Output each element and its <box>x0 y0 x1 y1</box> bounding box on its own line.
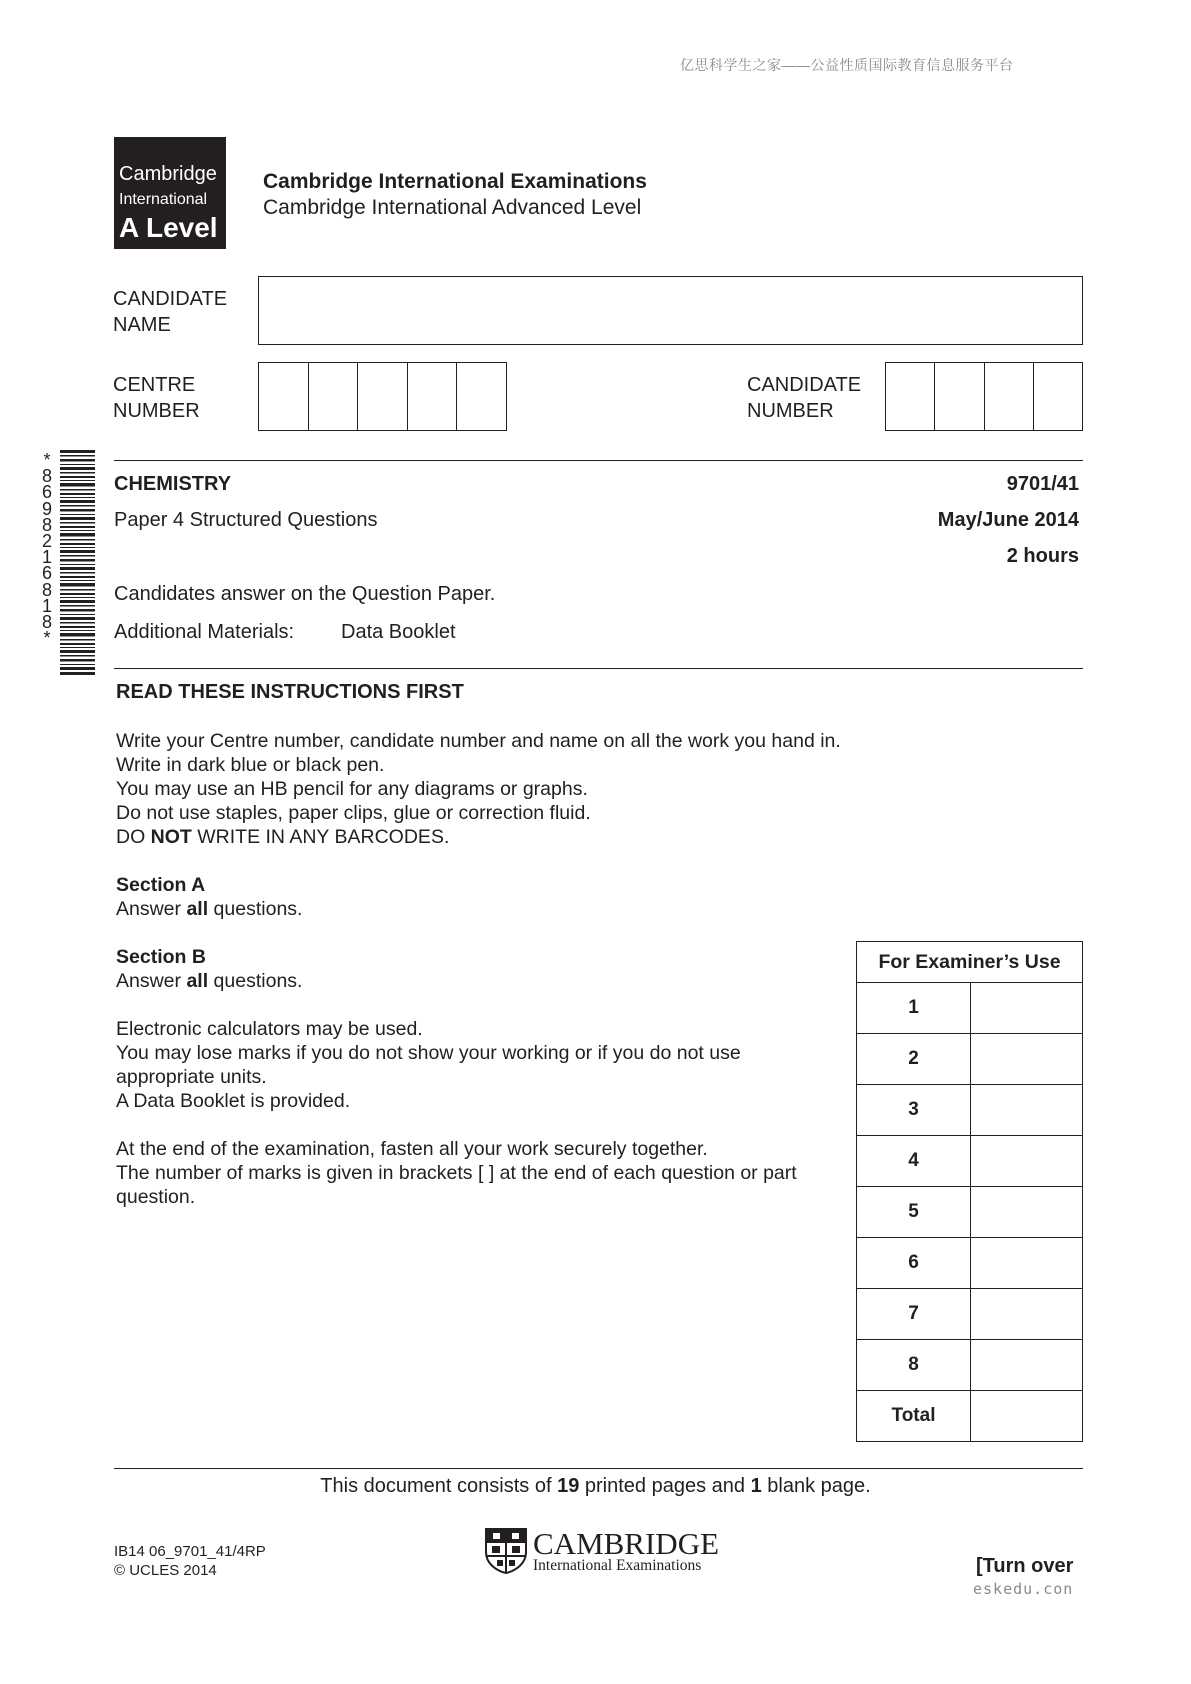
calculator-notes <box>116 1017 741 1113</box>
footer-watermark: eskedu.con <box>973 1580 1074 1598</box>
cambridge-a-level-logo <box>114 137 226 249</box>
mark-cell <box>971 1187 1083 1238</box>
candidate-number-cell[interactable] <box>935 363 984 430</box>
centre-number-cell[interactable] <box>309 363 359 430</box>
calculator-note-line: appropriate units. <box>116 1066 267 1088</box>
header-watermark: 亿思科学生之家——公益性质国际教育信息服务平台 <box>680 57 1014 73</box>
mark-cell <box>971 1085 1083 1136</box>
table-row <box>857 1391 1083 1442</box>
footer-code-line: IB14 06_9701_41/4RP <box>114 1543 266 1560</box>
barcode-digit: 1 <box>41 547 52 568</box>
centre-number-label-line2: NUMBER <box>113 400 200 422</box>
candidate-number-cell[interactable] <box>985 363 1034 430</box>
question-number: 1 <box>857 983 971 1034</box>
wordmark-line-2: International Examinations <box>533 1557 702 1574</box>
page-count-pre: This document consists of <box>320 1475 558 1497</box>
page-count-blank: 1 <box>750 1475 762 1497</box>
footer-code <box>114 1542 266 1580</box>
materials-label: Additional Materials: <box>114 621 295 643</box>
turn-over-label: [Turn over <box>976 1555 1074 1577</box>
exam-duration: 2 hours <box>1006 545 1079 567</box>
answer-note: Candidates answer on the Question Paper. <box>114 583 496 605</box>
end-note-line: At the end of the examination, fasten all your work securely together. <box>116 1138 708 1160</box>
instruction-line: Write your Centre number, candidate number and name on all the work you hand in. <box>116 730 841 752</box>
candidate-name-label-line1: CANDIDATE <box>113 288 228 310</box>
barcode-digit: 6 <box>41 563 52 584</box>
barcode-warning <box>116 825 841 849</box>
instructions-heading: READ THESE INSTRUCTIONS FIRST <box>116 681 464 703</box>
barcode-icon <box>60 450 95 675</box>
candidate-number-label-line2: NUMBER <box>747 400 834 422</box>
barcode-digit: * <box>43 450 51 470</box>
section-b-pre: Answer <box>116 970 187 992</box>
candidate-number-label <box>747 372 861 424</box>
question-number: 8 <box>857 1340 971 1391</box>
examiner-use-table <box>856 941 1083 1442</box>
centre-number-cell[interactable] <box>457 363 506 430</box>
end-notes <box>116 1137 797 1209</box>
candidate-number-field[interactable] <box>885 362 1083 431</box>
exam-level-subtitle: Cambridge International Advanced Level <box>263 196 642 219</box>
barcode-digit: 2 <box>41 531 52 552</box>
candidate-number-cell[interactable] <box>1034 363 1082 430</box>
calculator-note-line: You may lose marks if you do not show your working or if you do not use <box>116 1042 741 1064</box>
question-number: 5 <box>857 1187 971 1238</box>
cambridge-shield-icon <box>485 1528 527 1574</box>
mark-cell <box>971 983 1083 1034</box>
page-count-note <box>0 1475 1191 1498</box>
question-number: 3 <box>857 1085 971 1136</box>
barcode-digit: 8 <box>41 466 52 487</box>
centre-number-label <box>113 372 200 424</box>
examiner-use-title: For Examiner’s Use <box>857 942 1083 983</box>
centre-number-cell[interactable] <box>408 363 458 430</box>
question-number: 2 <box>857 1034 971 1085</box>
question-number: 6 <box>857 1238 971 1289</box>
candidate-number-label-line1: CANDIDATE <box>747 374 862 396</box>
barcode-digit: * <box>43 628 51 649</box>
barcode-warning-bold: NOT <box>150 826 192 848</box>
exam-board-title: Cambridge International Examinations <box>263 170 647 193</box>
section-b-bold: all <box>186 970 209 992</box>
instruction-line: You may use an HB pencil for any diagrams or graphs. <box>116 778 588 800</box>
instruction-line: Write in dark blue or black pen. <box>116 754 385 776</box>
candidate-name-field[interactable] <box>258 276 1083 345</box>
barcode-warning-pre: DO <box>116 826 151 848</box>
mark-cell <box>971 1289 1083 1340</box>
barcode-digit: 8 <box>41 514 52 535</box>
candidate-name-label-line2: NAME <box>113 314 171 336</box>
logo-line-2: International <box>119 191 208 208</box>
section-a-block <box>116 873 302 921</box>
footer-copyright: © UCLES 2014 <box>114 1562 217 1579</box>
barcode-digit: 1 <box>41 595 52 616</box>
mark-cell <box>971 1340 1083 1391</box>
page-count-mid: printed pages and <box>579 1475 751 1497</box>
barcode-digit: 8 <box>41 612 52 633</box>
table-row <box>857 1034 1083 1085</box>
table-row <box>857 983 1083 1034</box>
barcode-warning-post: WRITE IN ANY BARCODES. <box>191 826 450 848</box>
logo-line-1: Cambridge <box>119 163 217 185</box>
barcode-digit: 8 <box>41 579 52 600</box>
end-note-line: The number of marks is given in brackets [ ] at the end of each question or part <box>116 1162 797 1184</box>
section-b-title: Section B <box>116 946 206 968</box>
mark-cell <box>971 1136 1083 1187</box>
section-a-note <box>116 897 302 921</box>
table-row <box>857 1340 1083 1391</box>
instruction-line: Do not use staples, paper clips, glue or correction fluid. <box>116 802 591 824</box>
barcode-digits <box>38 450 56 649</box>
centre-number-cell[interactable] <box>259 363 309 430</box>
logo-line-3: A Level <box>119 212 218 243</box>
table-row <box>857 1289 1083 1340</box>
mark-cell <box>971 1034 1083 1085</box>
calculator-note-line: A Data Booklet is provided. <box>116 1090 351 1112</box>
centre-number-cell[interactable] <box>358 363 408 430</box>
candidate-name-label <box>113 286 227 338</box>
materials-value: Data Booklet <box>341 621 456 643</box>
total-cell <box>971 1391 1083 1442</box>
exam-session: May/June 2014 <box>937 509 1079 531</box>
divider-middle <box>114 668 1083 669</box>
candidate-number-cell[interactable] <box>886 363 935 430</box>
section-b-block <box>116 945 302 993</box>
table-row <box>857 1187 1083 1238</box>
end-note-line: question. <box>116 1186 196 1208</box>
divider-bottom <box>114 1468 1083 1469</box>
divider-top <box>114 460 1083 461</box>
mark-cell <box>971 1238 1083 1289</box>
section-b-post: questions. <box>208 970 303 992</box>
calculator-note-line: Electronic calculators may be used. <box>116 1018 423 1040</box>
section-a-pre: Answer <box>116 898 187 920</box>
table-row <box>857 1238 1083 1289</box>
page-count-printed: 19 <box>557 1475 580 1497</box>
centre-number-field[interactable] <box>258 362 507 431</box>
table-row <box>857 1085 1083 1136</box>
section-a-bold: all <box>186 898 209 920</box>
instructions-list <box>116 729 841 849</box>
barcode-digit: 6 <box>41 482 52 503</box>
section-a-title: Section A <box>116 874 206 896</box>
paper-title: Paper 4 Structured Questions <box>114 509 378 531</box>
question-number: 7 <box>857 1289 971 1340</box>
table-row <box>857 1136 1083 1187</box>
question-number: 4 <box>857 1136 971 1187</box>
page-count-post: blank page. <box>761 1475 871 1497</box>
centre-number-label-line1: CENTRE <box>113 374 196 396</box>
paper-code: 9701/41 <box>1006 473 1079 495</box>
subject-title: CHEMISTRY <box>114 473 232 495</box>
section-a-post: questions. <box>208 898 303 920</box>
wordmark-line-1: CAMBRIDGE <box>533 1526 720 1561</box>
section-b-note <box>116 969 302 993</box>
total-label: Total <box>857 1391 971 1442</box>
barcode-digit: 9 <box>41 498 52 519</box>
